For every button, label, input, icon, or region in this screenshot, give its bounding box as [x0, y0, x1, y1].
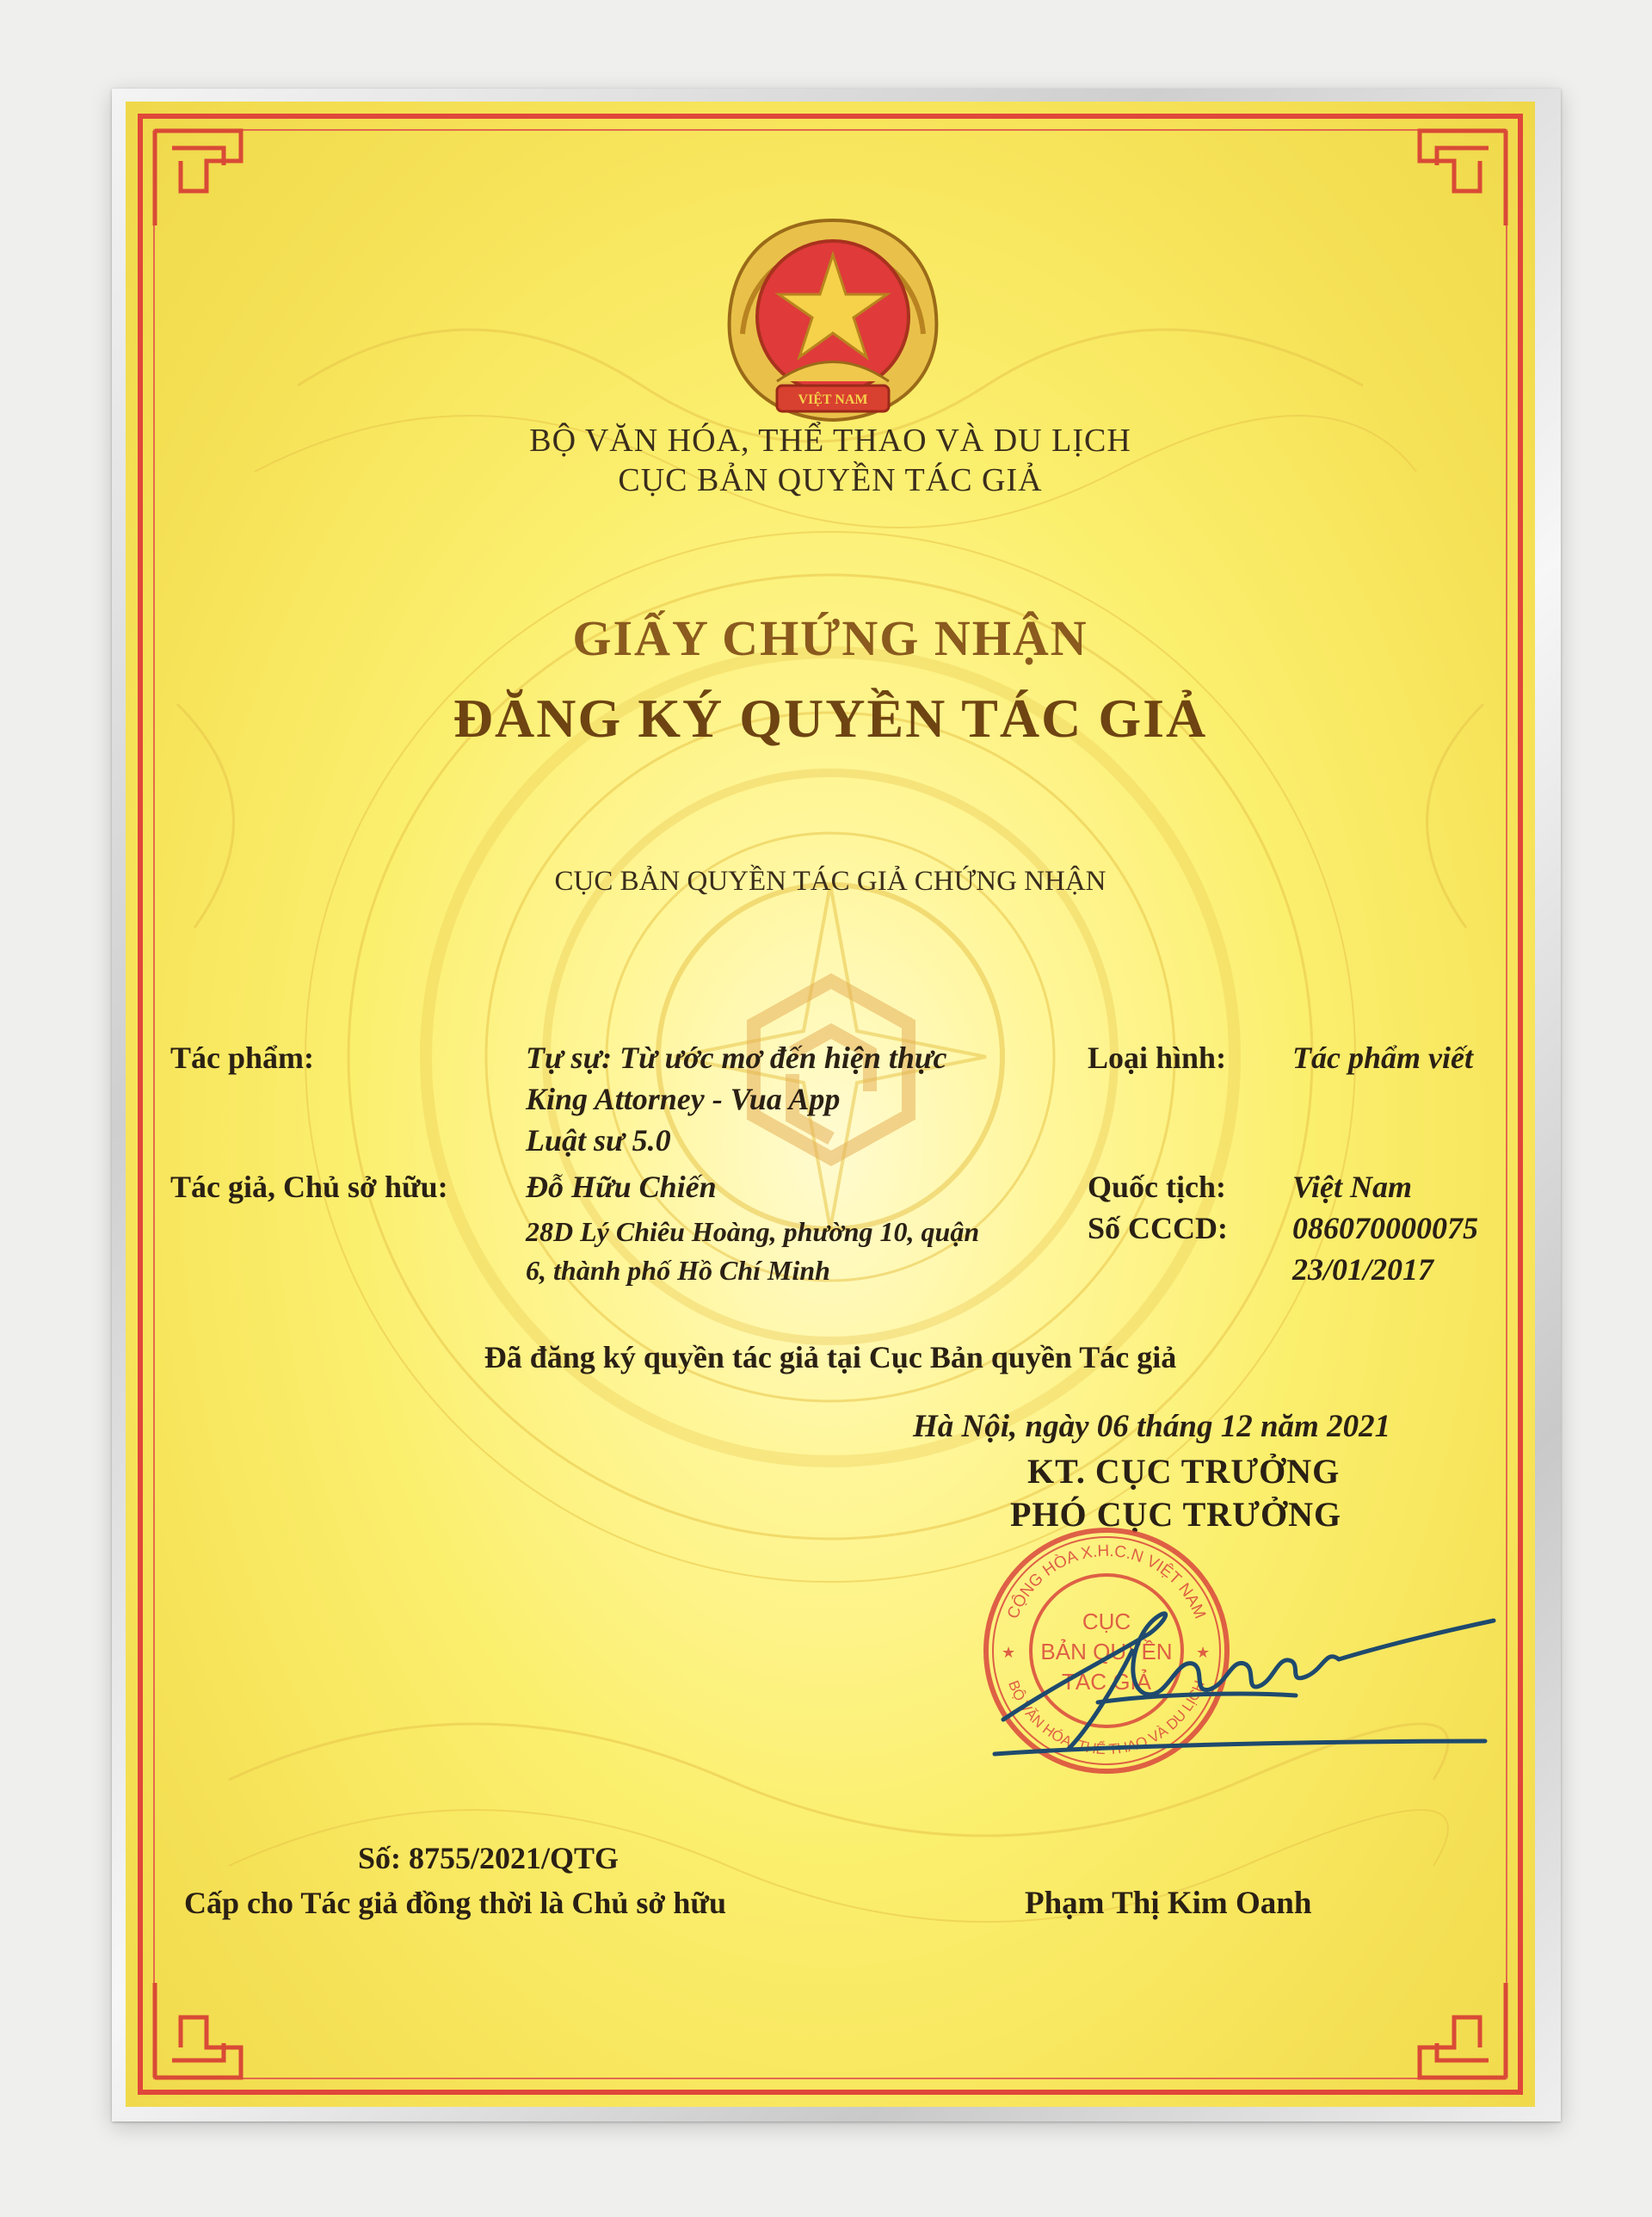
national-emblem: [708, 213, 958, 429]
ministry-name: BỘ VĂN HÓA, THỂ THAO VÀ DU LỊCH: [529, 423, 1131, 459]
seal-star-icon: ★: [1002, 1644, 1016, 1662]
place-and-date: Hà Nội, ngày 06 tháng 12 năm 2021: [913, 1409, 1391, 1444]
work-label: Tác phẩm:: [170, 1041, 315, 1075]
agency-name: CỤC BẢN QUYỀN TÁC GIẢ: [618, 462, 1043, 498]
certificate-title-line1: GIẤY CHỨNG NHẬN: [572, 610, 1088, 666]
certification-lead: CỤC BẢN QUYỀN TÁC GIẢ CHỨNG NHẬN: [554, 866, 1106, 897]
handwritten-signature: [986, 1582, 1502, 1771]
signer-name: Phạm Thị Kim Oanh: [1025, 1886, 1312, 1921]
emblem-ribbon-text: VIỆT NAM: [798, 392, 868, 407]
issued-to-statement: Cấp cho Tác giả đồng thời là Chủ sở hữu: [184, 1886, 726, 1920]
seal-center-line2: BẢN QUYỀN: [1040, 1639, 1173, 1664]
author-address-line2: 6, thành phố Hồ Chí Minh: [526, 1255, 830, 1286]
type-value: Tác phẩm viết: [1292, 1041, 1473, 1075]
id-number-label: Số CCCD:: [1088, 1211, 1229, 1245]
corner-ornament-bottom-left: [146, 1974, 293, 2086]
certificate-number: Số: 8755/2021/QTG: [358, 1841, 620, 1875]
signer-title-line2: PHÓ CỤC TRƯỞNG: [1010, 1495, 1342, 1534]
work-title-line2: King Attorney - Vua App: [526, 1082, 841, 1116]
corner-ornament-bottom-right: [1368, 1974, 1514, 2086]
seal-star-icon: ★: [1196, 1644, 1211, 1662]
author-address-line1: 28D Lý Chiêu Hoàng, phường 10, quận: [526, 1216, 980, 1247]
nationality-label: Quốc tịch:: [1088, 1170, 1226, 1204]
signer-title-line1: KT. CỤC TRƯỞNG: [1027, 1452, 1341, 1491]
seal-outer-text-top: CỘNG HÒA X.H.C.N VIỆT NAM: [1004, 1541, 1209, 1622]
corner-ornament-top-left: [146, 122, 293, 234]
seal-center-line3: TÁC GIẢ: [1061, 1669, 1152, 1695]
author-label: Tác giả, Chủ sở hữu:: [170, 1170, 448, 1204]
seal-outer-text-bottom: BỘ VĂN HÓA, THỂ THAO VÀ DU LỊCH: [1005, 1677, 1208, 1758]
author-name: Đỗ Hữu Chiến: [526, 1170, 717, 1204]
type-label: Loại hình:: [1088, 1041, 1227, 1075]
registration-statement: Đã đăng ký quyền tác giả tại Cục Bản quyền Tác giả: [484, 1340, 1177, 1374]
certificate-title-line2: ĐĂNG KÝ QUYỀN TÁC GIẢ: [453, 688, 1208, 749]
certificate-paper: [126, 102, 1535, 2107]
seal-center-line1: CỤC: [1082, 1609, 1131, 1634]
work-title-line1: Tự sự: Từ ước mơ đến hiện thực: [526, 1041, 947, 1075]
id-number-value: 086070000075: [1292, 1211, 1478, 1245]
corner-ornament-top-right: [1368, 122, 1514, 234]
id-issue-date: 23/01/2017: [1292, 1252, 1434, 1287]
work-title-line3: Luật sư 5.0: [526, 1123, 671, 1158]
nationality-value: Việt Nam: [1292, 1170, 1413, 1204]
